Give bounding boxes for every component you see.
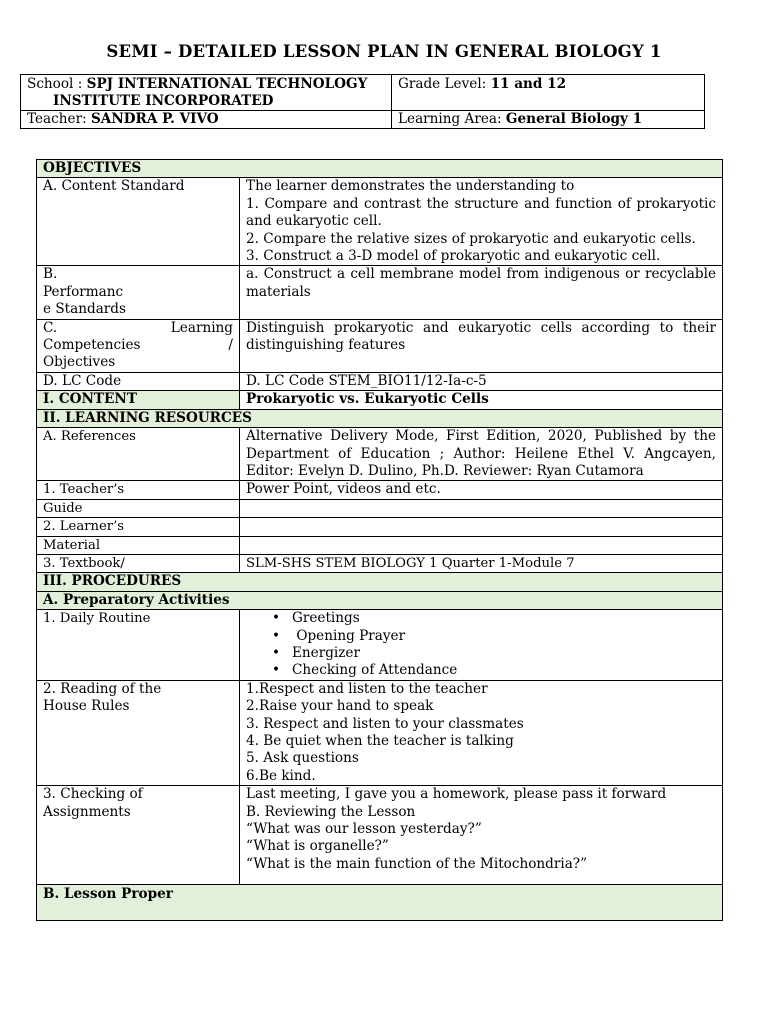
header-row-teacher — [21, 111, 705, 129]
label-line — [43, 337, 233, 354]
teacher-value: SANDRA P. VIVO — [90, 111, 219, 127]
label-line: 3. Checking of — [43, 786, 143, 803]
header-row-school — [21, 75, 705, 111]
teacher-label: Teacher: — [27, 111, 91, 127]
house-rules-row — [37, 680, 723, 785]
teacher-cell — [21, 111, 392, 129]
resources-heading-row — [37, 409, 723, 427]
header-table — [20, 74, 705, 129]
list-item: • Checking of Attendance — [292, 662, 716, 679]
textbook-label: 3. Textbook/ — [37, 554, 240, 572]
teachers-guide-row-2 — [37, 499, 723, 517]
list-item: • Energizer — [292, 645, 716, 662]
list-item: • Opening Prayer — [292, 628, 716, 645]
textbook-row — [37, 554, 723, 572]
lesson-proper-row — [37, 885, 723, 921]
content-value: Prokaryotic vs. Eukaryotic Cells — [240, 391, 723, 409]
list-item: 3. Respect and listen to your classmates — [246, 715, 524, 732]
lc-code-row — [37, 372, 723, 390]
text-line: “What is the main function of the Mitochondria?” — [246, 855, 588, 872]
label-line: 2. Reading of the — [43, 680, 162, 697]
lc-code-label: D. LC Code — [37, 372, 240, 390]
objectives-heading-row — [37, 160, 723, 178]
performance-standards-label — [37, 266, 240, 319]
label-line: Assignments — [43, 803, 131, 820]
label-line: B. — [43, 266, 58, 283]
area-cell — [392, 111, 705, 129]
daily-routine-label: 1. Daily Routine — [37, 610, 240, 681]
label-part: Competencies — [43, 337, 141, 354]
list-item: 6.Be kind. — [246, 767, 316, 784]
list-item: 5. Ask questions — [246, 750, 359, 767]
house-rules-label — [37, 680, 240, 785]
assignments-value — [240, 786, 723, 885]
content-standard-line: 2. Compare the relative sizes of prokaryotic and eukaryotic cells. — [246, 230, 696, 247]
text-line: “What was our lesson yesterday?” — [246, 821, 482, 838]
daily-routine-row — [37, 610, 723, 681]
preparatory-heading: A. Preparatory Activities — [37, 591, 723, 609]
page-title: SEMI – DETAILED LESSON PLAN IN GENERAL BIOLOGY 1 — [106, 42, 662, 61]
list-item: 2.Raise your hand to speak — [246, 698, 434, 715]
text-line: B. Reviewing the Lesson — [246, 803, 416, 820]
label-line: Objectives — [43, 354, 116, 371]
assignments-row — [37, 786, 723, 885]
resources-heading: II. LEARNING RESOURCES — [37, 409, 723, 427]
house-rules-value — [240, 680, 723, 785]
content-standard-line: 1. Compare and contrast the structure and function of prokaryotic and eukaryotic cell. — [246, 195, 716, 230]
label-line: e Standards — [43, 301, 126, 318]
content-standard-row — [37, 178, 723, 266]
performance-standards-value: a. Construct a cell membrane model from indigenous or recyclable materials — [240, 266, 723, 319]
teachers-guide-row-1 — [37, 481, 723, 499]
references-value: Alternative Delivery Mode, First Edition, 2020, Published by the Department of Education ; Author: Heilene Ethel V. Angcayen, Editor: Evelyn D. Dulino, Ph.D. Reviewer: Ryan Cutamora — [240, 428, 723, 481]
school-cell — [21, 75, 392, 111]
list-item: 4. Be quiet when the teacher is talking — [246, 733, 514, 749]
label-part: C. — [43, 319, 58, 336]
teachers-guide-label: 1. Teacher’s — [37, 481, 240, 499]
competencies-value: Distinguish prokaryotic and eukaryotic cells according to their distinguishing features — [240, 319, 723, 372]
area-value: General Biology 1 — [505, 111, 643, 127]
daily-routine-list — [246, 610, 716, 680]
learners-material-row-2 — [37, 536, 723, 554]
school-value-line2: INSTITUTE INCORPORATED — [53, 93, 274, 109]
school-label: School : — [27, 76, 87, 92]
list-item: • Greetings — [292, 610, 716, 627]
text-line: Last meeting, I gave you a homework, please pass it forward — [246, 786, 667, 803]
label-line — [43, 320, 233, 337]
text-line: “What is organelle?” — [246, 838, 389, 855]
assignments-label — [37, 786, 240, 885]
teachers-guide-label-cont: Guide — [37, 499, 240, 517]
content-heading: I. CONTENT — [37, 391, 240, 409]
preparatory-heading-row — [37, 591, 723, 609]
grade-value: 11 and 12 — [490, 76, 567, 92]
learners-material-row-1 — [37, 518, 723, 536]
objectives-heading: OBJECTIVES — [37, 160, 723, 178]
label-line: Performanc — [43, 283, 124, 300]
content-standard-value — [240, 178, 723, 266]
lesson-plan-table — [36, 159, 723, 921]
content-standard-line: The learner demonstrates the understanding to — [246, 178, 575, 195]
lesson-proper-heading: B. Lesson Proper — [37, 885, 723, 921]
area-label: Learning Area: — [398, 111, 506, 127]
label-part: / — [228, 337, 233, 354]
learners-material-label-cont: Material — [37, 536, 240, 554]
school-value: SPJ INTERNATIONAL TECHNOLOGY — [86, 76, 368, 92]
learners-material-label: 2. Learner’s — [37, 518, 240, 536]
daily-routine-value — [240, 610, 723, 681]
procedures-heading-row — [37, 573, 723, 591]
label-line: House Rules — [43, 698, 130, 715]
empty-cell — [240, 536, 723, 554]
performance-standards-row — [37, 266, 723, 319]
references-label: A. References — [37, 428, 240, 481]
content-standard-line: 3. Construct a 3-D model of prokaryotic and eukaryotic cell. — [246, 248, 661, 265]
lc-code-value: D. LC Code STEM_BIO11/12-Ia-c-5 — [240, 372, 723, 390]
competencies-label — [37, 319, 240, 372]
textbook-value: SLM-SHS STEM BIOLOGY 1 Quarter 1-Module 7 — [240, 554, 723, 572]
references-row — [37, 428, 723, 481]
label-part: Learning — [170, 319, 233, 336]
content-standard-label: A. Content Standard — [37, 178, 240, 266]
content-row — [37, 391, 723, 409]
competencies-row — [37, 319, 723, 372]
list-item: 1.Respect and listen to the teacher — [246, 680, 488, 697]
empty-cell — [240, 499, 723, 517]
grade-cell — [392, 75, 705, 111]
empty-cell — [240, 518, 723, 536]
procedures-heading: III. PROCEDURES — [37, 573, 723, 591]
teachers-guide-value: Power Point, videos and etc. — [240, 481, 723, 499]
grade-label: Grade Level: — [398, 76, 491, 92]
